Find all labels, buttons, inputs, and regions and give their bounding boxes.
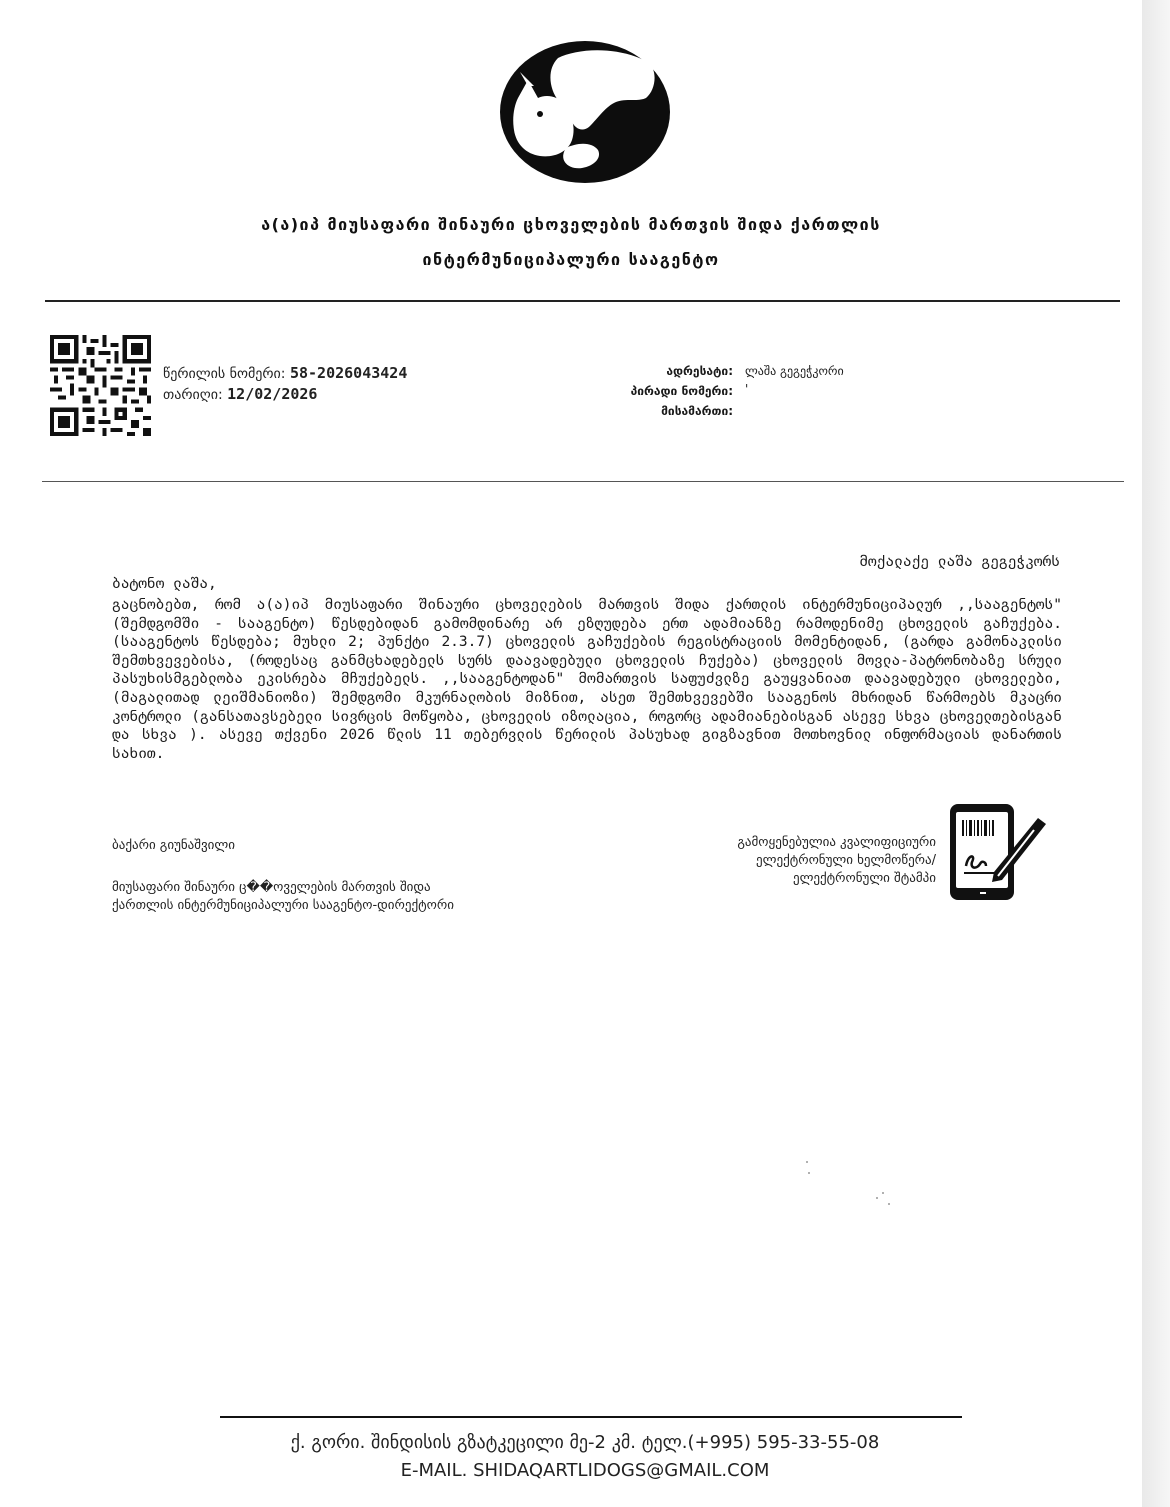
esig-line3: ელექტრონული შტამპი bbox=[792, 871, 936, 886]
organization-name-line2: ინტერმუნიციპალური სააგენტო bbox=[422, 250, 720, 269]
scan-speck bbox=[882, 1192, 884, 1194]
letter-number-label: წერილის ნომერი: bbox=[163, 366, 286, 382]
tablet-signature-icon bbox=[946, 802, 1050, 904]
signer-name: ბაქარი გიუნაშვილი bbox=[112, 838, 235, 853]
meta-divider bbox=[42, 481, 1124, 482]
letter-number: 58-2026043424 bbox=[289, 364, 408, 382]
esig-line1: გამოყენებულია კვალიფიციური bbox=[737, 835, 936, 850]
date-row bbox=[163, 385, 317, 403]
letter-date: 12/02/2026 bbox=[227, 385, 318, 403]
letter-body: გაცნობებთ, რომ ა(ა)იპ მიუსაფარი შინაური ცხოველების მართვის შიდა ქართლის ინტერმუნიციპალურ ,,სააგენტოს" (შემდგომში - სააგენტო) წესდებიდან გამომდინარე არ ეზღუდება ერთ ადამიანზე რამოდენიმე ცხოველის გაჩუქება. (სააგენტოს წესდება; მუხლი 2; პუნქტი 2.3.7) ცხოველის გაჩუქების რეგისტრაციის მომენტიდან, (გარდა გამონაკლისი შემთხვევებისა, (როდესაც განმცხადებელს სურს დაავადებული ცხოველის ჩუქება) ცხოველის მოვლა-პატრონობაზე სრული პასუხისმგებლობა ეკისრება მჩუქებელს. ,,სააგენტოდან" მომართვის საფუძვლზე გაუყვანიათ დაავადებული ცხოველები, (მაგალითად ლეიშმანიოზი) შემდგომი მკურნალობის მიზნით, ასეთ შემთხვევებში სააგენოს მხრიდან წარმოებს მკაცრი კონტროლი (განსათავსებელი სივრცის მოწყობა, ცხოველის იზოლაცია, როგორც ადამიანებისგან ასევე სხვა ცხოველთებისგან და სხვა ). ასევე თქვენი 2026 წლის 11 თებერვლის წერილის პასუხად გიგზავნით მოთხოვნილ ინფორმაციას დანართის სახით. bbox=[112, 597, 1062, 762]
date-label: თარიღი: bbox=[163, 387, 223, 403]
cat-and-dog-logo-icon bbox=[498, 40, 673, 185]
organization-name-line1: ა(ა)იპ მიუსაფარი შინაური ცხოველების მართვის შიდა ქართლის bbox=[261, 215, 881, 234]
scan-edge bbox=[1142, 0, 1170, 1507]
signer-title-line1: მიუსაფარი შინაური ც��ოველების მართვის შიდა bbox=[112, 880, 431, 895]
letter-number-row bbox=[163, 364, 407, 382]
addressee-value: ლაშა გეგეჭკორი bbox=[745, 364, 844, 378]
esig-line2: ელექტრონული ხელმოწერა/ bbox=[756, 853, 936, 868]
header-divider bbox=[45, 300, 1120, 302]
scan-speck bbox=[806, 1161, 808, 1163]
electronic-signature-note bbox=[620, 834, 936, 888]
footer-address-phone: ქ. გორი. შინდისის გზატკეცილი მე-2 კმ. ტელ.(+995) 595-33-55-08 bbox=[290, 1432, 880, 1453]
address-label: მისამართი: bbox=[661, 404, 733, 418]
addressee-label: ადრესატი: bbox=[666, 364, 733, 378]
scan-speck bbox=[808, 1172, 810, 1174]
footer-email: E-MAIL. SHIDAQARTLIDOGS@GMAIL.COM bbox=[400, 1460, 770, 1481]
scan-speck bbox=[888, 1203, 890, 1205]
personal-number-label: პირადი ნომერი: bbox=[630, 384, 733, 398]
scan-speck bbox=[876, 1197, 878, 1199]
qr-code-icon bbox=[50, 335, 151, 436]
recipient-line: მოქალაქე ლაშა გეგეჭკორს bbox=[859, 554, 1060, 570]
personal-number-value: ' bbox=[745, 382, 749, 396]
signer-title-line2: ქართლის ინტერმუნიციპალური სააგენტო-დირექტორი bbox=[112, 898, 454, 913]
footer-divider bbox=[220, 1416, 962, 1418]
greeting: ბატონო ლაშა, bbox=[112, 576, 217, 592]
